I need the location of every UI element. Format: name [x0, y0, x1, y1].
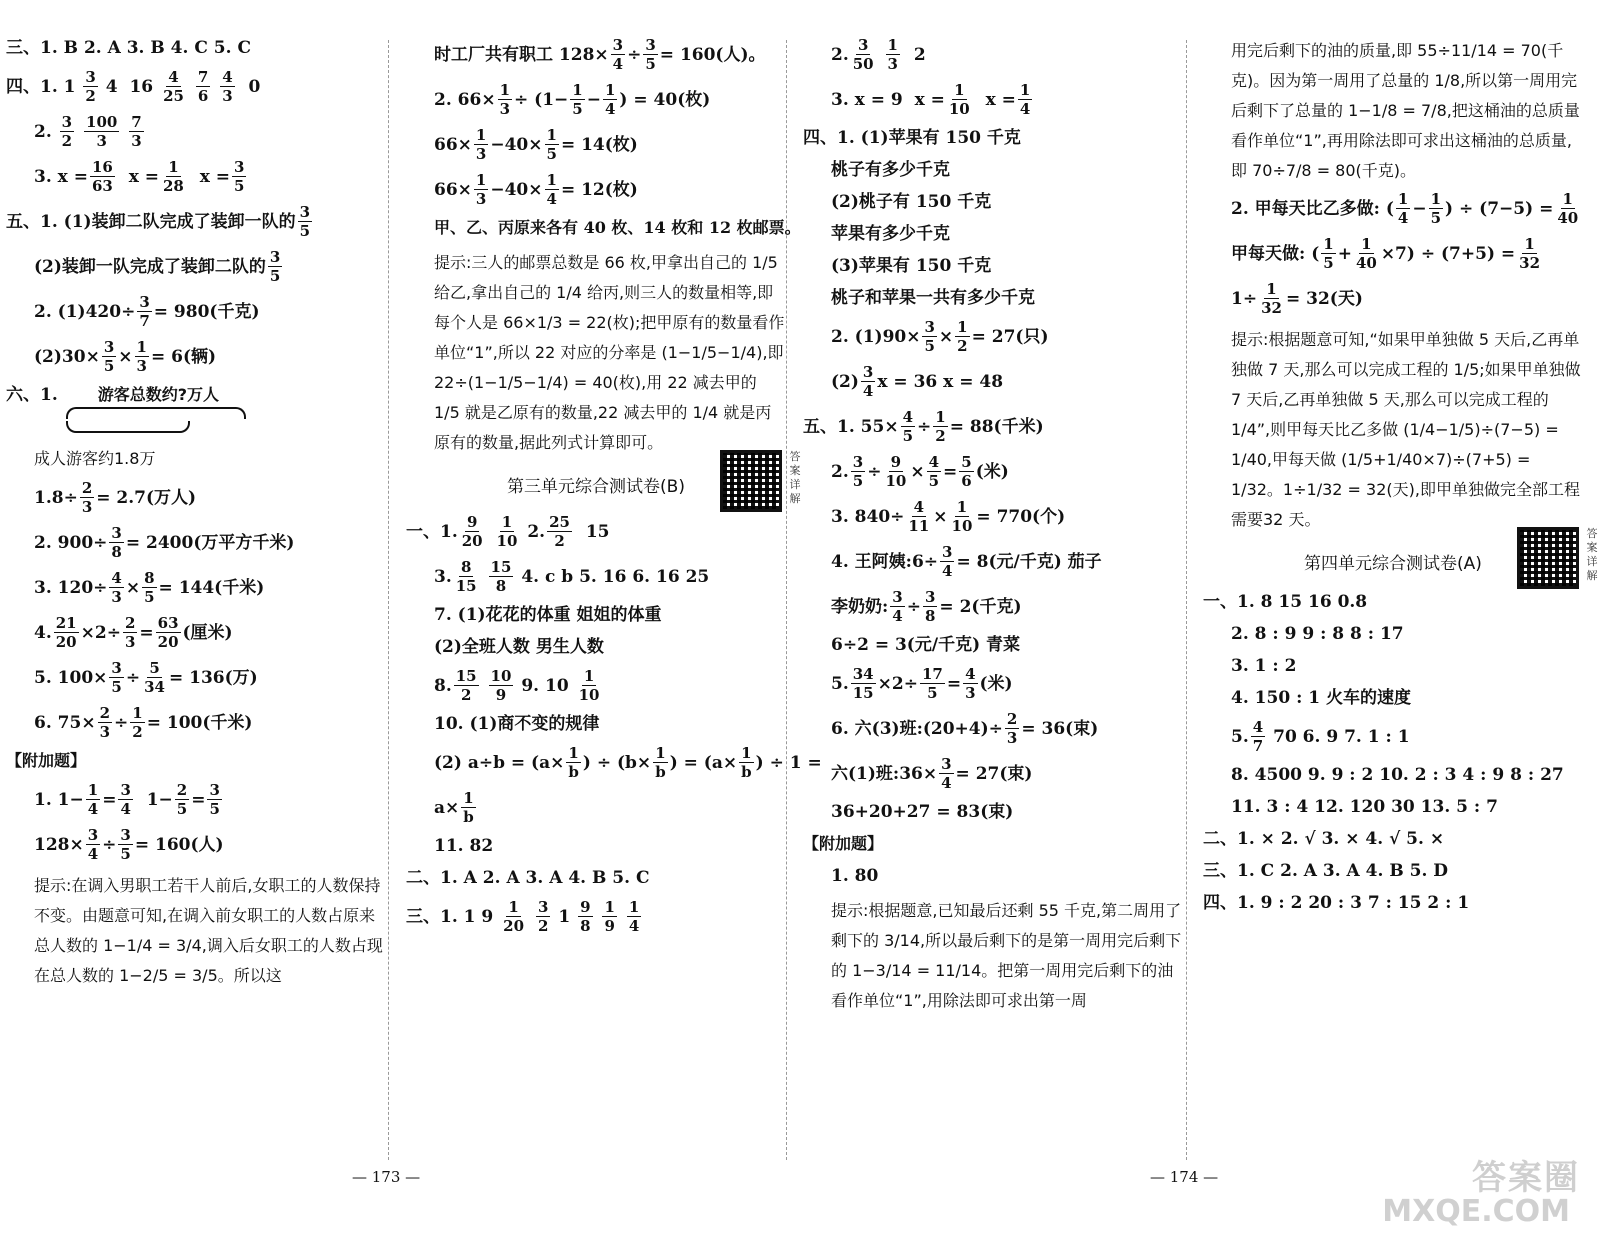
answer-text: = 160(人)。: [659, 44, 766, 65]
fraction: $\frac{2}{3}$: [124, 614, 136, 651]
fraction: 3 5: [299, 203, 311, 240]
answer-line: [1203, 235, 1583, 272]
section-title: [1203, 527, 1598, 582]
answer-text: 时工厂共有职工 128×: [434, 44, 609, 65]
fraction: $\frac{1}{3}$: [136, 338, 147, 375]
answer-line: 36+20+27 = 83(束): [831, 802, 1014, 822]
fraction: $\frac{4}{11}$: [908, 498, 930, 535]
answer-line: [803, 588, 1183, 625]
answer-text: ×: [118, 346, 133, 367]
answer-text: (2)装卸一队完成了装卸二队的: [34, 256, 266, 277]
answer-text: =: [946, 673, 962, 694]
answer-text: 16: [129, 76, 154, 97]
answer-text: ÷: [125, 667, 141, 688]
fraction: $\frac{3}{4}$: [120, 781, 131, 818]
answer-text: −: [586, 89, 601, 110]
answer-text: 1.8÷: [34, 487, 78, 508]
answer-text: 4: [105, 76, 118, 97]
answer-text: = 144(千米): [158, 577, 265, 598]
answer-line: [406, 558, 786, 595]
hint-paragraph: 用完后剩下的油的质量,即 55÷11/14 = 70(千克)。因为第一周用了总量的 1/8,所以第一周用完后剩下了总量的 1−1/8 = 7/8,把这桶油的总质量看作单位“1”,再用除法即可求出这桶油的总质量,即 70÷7/8 = 80(千克)。: [1231, 41, 1580, 180]
fraction: $\frac{17}{5}$: [921, 665, 943, 702]
fraction: 15 2: [455, 667, 477, 704]
section-title-text: 第三单元综合测试卷(B): [507, 477, 685, 497]
fraction: 1 10: [578, 667, 600, 704]
fraction: $\frac{3}{4}$: [892, 588, 903, 625]
hint-paragraph: 提示:根据题意,已知最后还剩 55 千克,第二周用了剩下的 3/14,所以最后剩下的是第一周用完后剩下的 1−3/14 = 11/14。把第一周用完后剩下的油看作单位“1”,用除法即可求出第一周: [831, 901, 1182, 1010]
answer-line: 4. 150 : 1 火车的速度: [1231, 688, 1412, 708]
qr-label: 答案详解: [1586, 527, 1598, 582]
answer-text: 0: [248, 76, 261, 97]
answer-text: = 160(人): [134, 834, 224, 855]
fraction: $\frac{3}{7}$: [139, 293, 150, 330]
answer-line: [6, 383, 386, 407]
fraction: $\frac{3}{5}$: [111, 659, 122, 696]
answer-text: = 770(个): [976, 506, 1066, 527]
answer-line: [803, 318, 1183, 355]
answer-text: ) ÷ (7−5) =: [1445, 198, 1554, 219]
answer-text: ×: [933, 506, 948, 527]
answer-line: [6, 781, 386, 818]
answer-text: 3.: [434, 566, 452, 587]
fraction: $\frac{1}{32}$: [1261, 280, 1282, 317]
answer-text: =: [943, 461, 958, 482]
answer-column-1: [6, 36, 386, 995]
answer-line: [803, 81, 1183, 118]
answer-line: [6, 293, 386, 330]
answer-text: ) = (a×: [669, 752, 738, 773]
fraction: $\frac{3}{4}$: [942, 543, 953, 580]
answer-text: x =: [199, 166, 231, 187]
answer-text: 15: [585, 521, 610, 542]
fraction: $\frac{1}{b}$: [463, 789, 474, 826]
answer-line: 甲、乙、丙原来各有 40 枚、14 枚和 12 枚邮票。: [434, 218, 801, 237]
fraction: 25 2: [549, 513, 570, 550]
answer-text: 2. (1)420÷: [34, 301, 136, 322]
fraction: 1 4: [628, 898, 640, 935]
answer-line: [406, 81, 786, 118]
answer-text: 六(1)班:36×: [831, 763, 938, 784]
fraction: $\frac{21}{20}$: [55, 614, 77, 651]
answer-line: [803, 498, 1183, 535]
answer-text: x =: [914, 89, 945, 110]
answer-line: 6÷2 = 3(元/千克) 青菜: [831, 635, 1021, 655]
answer-text: 五、1. 55×: [803, 416, 899, 437]
fraction: $\frac{3}{5}$: [234, 158, 245, 195]
answer-text: 1. 1−: [34, 789, 84, 810]
answer-line: 四、1. (1)苹果有 150 千克: [803, 128, 1021, 148]
fraction: 3 50: [852, 36, 874, 73]
answer-text: 2.: [527, 521, 546, 542]
answer-text: 五、1. (1)装卸二队完成了装卸一队的: [6, 211, 296, 232]
answer-text: 3. 840÷: [831, 506, 905, 527]
answer-line: [6, 158, 386, 195]
answer-text: ×7) ÷ (7+5) =: [1380, 243, 1516, 264]
answer-text: =: [102, 789, 117, 810]
fraction: $\frac{1}{4}$: [1019, 81, 1031, 118]
answer-text: = 32(天): [1285, 288, 1363, 309]
fraction: $\frac{3}{5}$: [103, 338, 115, 375]
answer-line: 四、1. 9 : 2 20 : 3 7 : 15 2 : 1: [1203, 893, 1470, 913]
answer-text: x =: [128, 166, 159, 187]
fraction: $\frac{3}{5}$: [852, 453, 864, 490]
watermark-logo: 答案圈: [1472, 1158, 1580, 1198]
fraction: $\frac{1}{32}$: [1519, 235, 1541, 272]
column-divider-3: [1186, 40, 1187, 1160]
answer-text: 2: [913, 44, 926, 65]
fraction: 8 15: [455, 558, 477, 595]
answer-text: =: [191, 789, 206, 810]
answer-line: [406, 513, 786, 550]
answer-column-3: [803, 36, 1183, 1020]
fraction: 7 3: [131, 113, 142, 150]
fraction: $\frac{63}{20}$: [157, 614, 179, 651]
fraction: $\frac{5}{6}$: [961, 453, 972, 490]
column-divider-1: [388, 40, 389, 1160]
answer-text: 4. c b 5. 16 6. 16 25: [521, 566, 710, 587]
answer-text: 甲每天做: (: [1231, 243, 1320, 264]
answer-text: 2.: [34, 121, 52, 142]
answer-text: 3. x = 9: [831, 89, 903, 110]
answer-line: [6, 113, 386, 150]
answer-text: = 980(千克): [153, 301, 260, 322]
fraction: $\frac{2}{3}$: [81, 479, 93, 516]
answer-line: [6, 569, 386, 606]
answer-line: [6, 248, 386, 285]
answer-text: 2. 66×: [434, 89, 496, 110]
answer-line: 一、1. 8 15 16 0.8: [1203, 592, 1368, 612]
answer-text: 66×: [434, 134, 472, 155]
fraction: $\frac{1}{3}$: [499, 81, 511, 118]
answer-text: −40×: [490, 179, 543, 200]
answer-text: 六、1.: [6, 385, 58, 405]
fraction: $\frac{3}{4}$: [941, 755, 952, 792]
answer-line: [803, 36, 1183, 73]
fraction: $\frac{3}{5}$: [924, 318, 935, 355]
answer-text: = 2.7(万人): [96, 487, 197, 508]
answer-text: ×: [938, 326, 954, 347]
answer-text: 66×: [434, 179, 472, 200]
answer-line: 8. 4500 9. 9 : 2 10. 2 : 3 4 : 9 8 : 27: [1231, 765, 1564, 785]
answer-line: 三、1. C 2. A 3. A 4. B 5. D: [1203, 861, 1449, 881]
answer-text: ÷: [114, 712, 129, 733]
answer-text: 1−: [146, 789, 173, 810]
answer-line: [803, 543, 1183, 580]
fraction: $\frac{3}{5}$: [645, 36, 656, 73]
answer-line: [6, 614, 386, 651]
qr-label: 答案详解: [789, 450, 801, 505]
answer-line: [803, 710, 1183, 747]
fraction: $\frac{1}{5}$: [1430, 190, 1442, 227]
answer-line: (2)桃子有 150 千克: [831, 192, 992, 212]
diagram-label-bottom: 成人游客约1.8万: [34, 449, 156, 468]
answer-line: [6, 659, 386, 696]
fraction: 1 20: [503, 898, 525, 935]
fraction: 3 5: [269, 248, 281, 285]
fraction: $\frac{1}{10}$: [948, 81, 970, 118]
answer-text: (厘米): [182, 622, 233, 643]
fraction: $\frac{8}{5}$: [144, 569, 155, 606]
answer-text: 5. 100×: [34, 667, 108, 688]
answer-text: ÷: [627, 44, 642, 65]
fraction: $\frac{1}{2}$: [935, 408, 946, 445]
fraction: $\frac{4}{5}$: [902, 408, 914, 445]
answer-column-4: [1203, 36, 1598, 923]
fraction: 9 8: [580, 898, 591, 935]
answer-text: ×2÷: [80, 622, 121, 643]
section-title: [406, 450, 801, 505]
answer-text: 2. 900÷: [34, 532, 108, 553]
answer-text: = 2(千克): [939, 596, 1022, 617]
answer-line: 二、1. × 2. √ 3. × 4. √ 5. ×: [1203, 829, 1445, 849]
answer-line: [1203, 718, 1583, 755]
qr-code-icon[interactable]: [720, 450, 782, 512]
fraction: $\frac{3}{8}$: [924, 588, 936, 625]
answer-text: (米): [975, 461, 1009, 482]
section-title-text: 第四单元综合测试卷(A): [1304, 554, 1482, 574]
answer-line: 7. (1)花花的体重 姐姐的体重: [434, 605, 662, 625]
answer-text: ) ÷ 1 =: [755, 752, 822, 773]
fraction: $\frac{9}{10}$: [885, 453, 907, 490]
fraction: $\frac{3}{5}$: [209, 781, 220, 818]
fraction: $\frac{2}{3}$: [1006, 710, 1018, 747]
fraction: $\frac{1}{2}$: [957, 318, 968, 355]
answer-line: [406, 744, 822, 781]
fraction: $\frac{3}{4}$: [87, 826, 99, 863]
answer-line: [803, 363, 1183, 400]
answer-text: ÷: [102, 834, 117, 855]
answer-text: 2. (1)90×: [831, 326, 921, 347]
answer-text: = 36(束): [1021, 718, 1099, 739]
answer-text: 一、1.: [406, 521, 458, 542]
answer-text: a×: [434, 797, 460, 818]
answer-text: 1: [558, 906, 571, 927]
fraction: $\frac{5}{34}$: [144, 659, 165, 696]
column-divider-2: [786, 40, 787, 1160]
fraction: 10 9: [490, 667, 512, 704]
fraction: 3 2: [537, 898, 549, 935]
fraction: 4 25: [163, 68, 184, 105]
answer-text: x =: [985, 89, 1016, 110]
fraction: 4 7: [1252, 718, 1264, 755]
fraction: 1 3: [887, 36, 898, 73]
answer-text: ×2÷: [877, 673, 918, 694]
answer-text: 三、1. 1 9: [406, 906, 494, 927]
answer-line: [1203, 190, 1583, 227]
answer-text: = 27(只): [971, 326, 1049, 347]
fraction: $\frac{2}{5}$: [176, 781, 188, 818]
answer-text: =: [139, 622, 154, 643]
answer-line: (3)苹果有 150 千克: [831, 256, 992, 276]
answer-line: 2. 8 : 9 9 : 8 8 : 17: [1231, 624, 1404, 644]
answer-line: 桃子有多少千克: [831, 160, 950, 180]
answer-line: 11. 3 : 4 12. 120 30 13. 5 : 7: [1231, 797, 1498, 817]
fraction: $\frac{4}{3}$: [111, 569, 122, 606]
answer-line: 桃子和苹果一共有多少千克: [831, 288, 1035, 308]
answer-text: = 2400(万平方千米): [125, 532, 295, 553]
watermark-url: MXQE.COM: [1382, 1194, 1570, 1229]
answer-text: 70 6. 9 7. 1 : 1: [1273, 726, 1410, 747]
hint-paragraph: 提示:三人的邮票总数是 66 枚,甲拿出自己的 1/5 给乙,拿出自己的 1/4 给丙,则三人的数量相等,即每个人是 66×1/3 = 22(枚);把甲原有的数量看作单位“1”,所以 22 对应的分率是 (1−1/5−1/4),即 22÷(1−1/5−1/4) = 40(枚),用 22 减去甲的 1/5 就是乙原有的数量,22 减去甲的 1/4 就是丙原有的数量,据此列式计算即可。: [434, 253, 785, 452]
answer-text: ) ÷ (b×: [582, 752, 652, 773]
answer-text: (米): [979, 673, 1013, 694]
answer-line: [406, 789, 786, 826]
answer-line: (2)全班人数 男生人数: [434, 637, 604, 657]
answer-text: = 88(千米): [949, 416, 1044, 437]
diagram-label-top: 游客总数约?万人: [97, 385, 220, 404]
answer-line: [6, 203, 386, 240]
answer-line: 1. 80: [831, 866, 879, 886]
fraction: 1 9: [604, 898, 615, 935]
fraction: $\frac{1}{3}$: [475, 126, 487, 163]
fraction: $\frac{1}{4}$: [546, 171, 557, 208]
answer-text: 1÷: [1231, 288, 1258, 309]
answer-text: 4.: [34, 622, 52, 643]
answer-text: ÷: [917, 416, 932, 437]
answer-text: ÷ (1−: [514, 89, 569, 110]
fraction: $\frac{4}{3}$: [965, 665, 976, 702]
answer-line: [406, 126, 786, 163]
answer-text: x = 36 x = 48: [877, 371, 1004, 392]
answer-text: = 14(枚): [560, 134, 638, 155]
answer-text: = 136(万): [168, 667, 258, 688]
answer-text: 2.: [831, 461, 849, 482]
page-number-right: — 174 —: [1150, 1168, 1219, 1186]
answer-text: 2. 甲每天比乙多做: (: [1231, 198, 1394, 219]
qr-code-icon[interactable]: [1517, 527, 1579, 589]
fraction: $\frac{1}{28}$: [163, 158, 184, 195]
answer-text: 2.: [831, 44, 849, 65]
answer-line: [406, 898, 786, 935]
line-segment-diagram: [66, 407, 246, 447]
answer-text: 5.: [831, 673, 849, 694]
answer-text: 128×: [34, 834, 84, 855]
fraction: 15 8: [490, 558, 512, 595]
answer-line: [6, 338, 386, 375]
fraction: $\frac{34}{15}$: [852, 665, 874, 702]
fraction: $\frac{1}{10}$: [951, 498, 973, 535]
section-heading: 【附加题】: [803, 834, 884, 853]
fraction: 1 5: [1323, 235, 1334, 272]
page-number-left: — 173 —: [352, 1168, 421, 1186]
answer-text: 4. 王阿姨:6÷: [831, 551, 939, 572]
answer-text: (2) a÷b = (a×: [434, 752, 565, 773]
answer-line: [6, 704, 386, 741]
answer-text: = 6(辆): [150, 346, 217, 367]
fraction: $\frac{1}{3}$: [475, 171, 487, 208]
fraction: $\frac{3}{8}$: [111, 524, 122, 561]
answer-text: 3. x =: [34, 166, 88, 187]
fraction: $\frac{3}{4}$: [612, 36, 624, 73]
answer-text: −40×: [490, 134, 543, 155]
answer-text: 9. 10: [521, 675, 569, 696]
fraction: 3 2: [61, 113, 73, 150]
answer-text: 5.: [1231, 726, 1249, 747]
answer-text: ) = 40(枚): [619, 89, 711, 110]
diagram-total-brace: [66, 407, 246, 419]
fraction: $\frac{1}{40}$: [1557, 190, 1579, 227]
fraction: 4 3: [222, 68, 233, 105]
answer-text: 8.: [434, 675, 452, 696]
fraction: $\frac{3}{5}$: [120, 826, 131, 863]
answer-line: [803, 408, 1183, 445]
answer-text: −: [1412, 198, 1427, 219]
fraction: $\frac{1}{b}$: [655, 744, 666, 781]
answer-line: [6, 68, 386, 105]
answer-line: [406, 667, 786, 704]
answer-text: 3. 120÷: [34, 577, 108, 598]
fraction: $\frac{1}{4}$: [604, 81, 616, 118]
answer-line: [1203, 280, 1583, 317]
answer-column-2: [406, 36, 822, 943]
answer-line: 二、1. A 2. A 3. A 4. B 5. C: [406, 868, 650, 888]
answer-text: ×: [910, 461, 925, 482]
fraction: 1 10: [496, 513, 518, 550]
fraction: $\frac{2}{3}$: [99, 704, 111, 741]
answer-text: 6. 75×: [34, 712, 96, 733]
answer-line: [406, 36, 786, 73]
answer-text: = 27(束): [955, 763, 1033, 784]
fraction: $\frac{1}{4}$: [87, 781, 99, 818]
answer-line: [406, 171, 786, 208]
answer-text: 李奶奶:: [831, 596, 889, 617]
answer-text: 6. 六(3)班:(20+4)÷: [831, 718, 1003, 739]
answer-line: 三、1. B 2. A 3. B 4. C 5. C: [6, 38, 251, 58]
answer-line: [803, 665, 1183, 702]
diagram-part-brace: [66, 421, 190, 433]
fraction: 1 4: [1397, 190, 1409, 227]
fraction: $\frac{1}{5}$: [546, 126, 557, 163]
answer-line: [6, 524, 386, 561]
answer-text: ×: [125, 577, 141, 598]
answer-text: ÷: [906, 596, 921, 617]
fraction: $\frac{1}{2}$: [132, 704, 143, 741]
answer-text: 四、1. 1: [6, 76, 76, 97]
answer-line: 10. (1)商不变的规律: [434, 714, 600, 734]
fraction: 9 20: [461, 513, 483, 550]
fraction: $\frac{4}{5}$: [928, 453, 939, 490]
answer-text: = 12(枚): [560, 179, 638, 200]
fraction: $\frac{16}{63}$: [91, 158, 113, 195]
section-heading: 【附加题】: [6, 751, 87, 770]
answer-line: [803, 755, 1183, 792]
answer-text: (2): [831, 371, 859, 392]
answer-text: = 100(千米): [146, 712, 253, 733]
fraction: $\frac{1}{b}$: [568, 744, 579, 781]
answer-line: [803, 453, 1183, 490]
answer-text: +: [1337, 243, 1352, 264]
fraction: $\frac{1}{b}$: [741, 744, 752, 781]
answer-line: 11. 82: [434, 836, 494, 856]
answer-line: [6, 479, 386, 516]
fraction: $\frac{1}{5}$: [572, 81, 583, 118]
answer-line: 3. 1 : 2: [1231, 656, 1297, 676]
answer-line: 苹果有多少千克: [831, 224, 950, 244]
hint-paragraph: 提示:在调入男职工若干人前后,女职工的人数保持不变。由题意可知,在调入前女职工的人数占原来总人数的 1−1/4 = 3/4,调入后女职工的人数占现在总人数的 1−2/5 = 3/5。所以这: [34, 876, 383, 985]
answer-text: (2)30×: [34, 346, 100, 367]
fraction: $\frac{1}{40}$: [1355, 235, 1377, 272]
answer-text: ÷: [867, 461, 882, 482]
answer-text: = 8(元/千克) 茄子: [956, 551, 1102, 572]
fraction: 3 2: [85, 68, 96, 105]
answer-line: [6, 826, 386, 863]
hint-paragraph: 提示:根据题意可知,“如果甲单独做 5 天后,乙再单独做 7 天,那么可以完成工程的 1/5;如果甲单独做 7 天后,乙再单独做 5 天,那么可以完成工程的 1/4”,则甲每天比乙多做 (1/4−1/5)÷(7−5) = 1/40,甲每天做 (1/5+1/40×7)÷(7+5) = 1/32。1÷1/32 = 32(天),即甲单独做完全部工程需要32 天。: [1231, 330, 1581, 529]
fraction: 3 4: [862, 363, 874, 400]
fraction: 7 6: [197, 68, 209, 105]
fraction: 100 3: [86, 113, 118, 150]
